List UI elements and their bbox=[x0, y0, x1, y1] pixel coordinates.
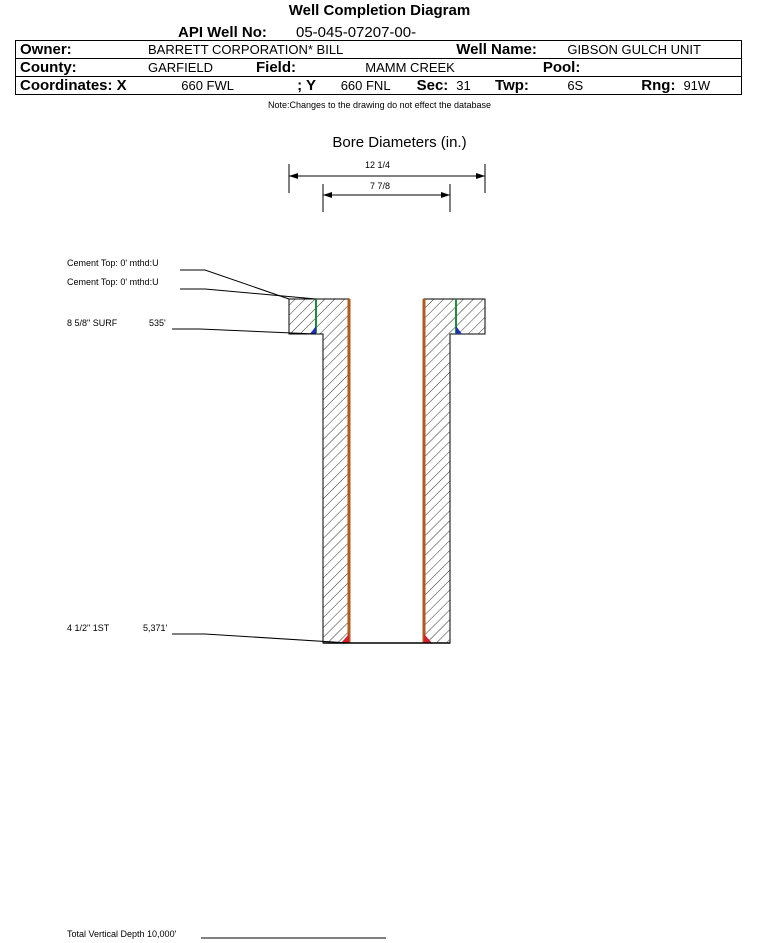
surface-casing-label: 8 5/8" SURF bbox=[67, 318, 118, 328]
rng-label: Rng: bbox=[641, 77, 676, 94]
cement-top-2-label: Cement Top: 0' mthd:U bbox=[67, 277, 159, 287]
field-value: MAMM CREEK bbox=[365, 60, 455, 75]
api-well-label: API Well No: bbox=[178, 24, 267, 41]
surface-annulus-right bbox=[456, 299, 485, 334]
coord-x-value: 660 FWL bbox=[181, 78, 234, 93]
well-name-label: Well Name: bbox=[456, 41, 537, 58]
pool-label: Pool: bbox=[542, 59, 581, 76]
total-vertical-depth: Total Vertical Depth 10,000' bbox=[67, 929, 177, 939]
coord-y-label: ; Y bbox=[297, 77, 316, 94]
surface-annulus-left bbox=[289, 299, 316, 334]
production-casing-label: 4 1/2" 1ST bbox=[67, 623, 110, 633]
county-value: GARFIELD bbox=[148, 60, 214, 75]
sec-label: Sec: bbox=[416, 77, 449, 94]
sec-value: 31 bbox=[456, 78, 471, 93]
production-annulus-right bbox=[424, 299, 456, 643]
bore-inner-label: 7 7/8 bbox=[370, 181, 391, 191]
production-casing-leader bbox=[172, 634, 349, 643]
coord-x-label: Coordinates: X bbox=[20, 77, 127, 94]
rng-value: 91W bbox=[683, 78, 711, 93]
api-well-number: 05-045-07207-00- bbox=[296, 24, 417, 41]
production-annulus-left bbox=[316, 299, 349, 643]
cement-top-2-leader bbox=[180, 289, 316, 299]
diagram-title: Well Completion Diagram bbox=[288, 2, 471, 19]
owner-value: BARRETT CORPORATION* BILL bbox=[148, 42, 344, 57]
field-label: Field: bbox=[256, 59, 296, 76]
county-label: County: bbox=[20, 59, 77, 76]
coord-y-value: 660 FNL bbox=[340, 78, 391, 93]
database-note: Note:Changes to the drawing do not effect the database bbox=[268, 100, 491, 110]
bore-outer-label: 12 1/4 bbox=[365, 160, 391, 170]
owner-label: Owner: bbox=[20, 41, 72, 58]
twp-label: Twp: bbox=[495, 77, 529, 94]
well-name-value: GIBSON GULCH UNIT bbox=[567, 42, 701, 57]
bore-diameters-title: Bore Diameters (in.) bbox=[332, 134, 467, 151]
production-casing-depth: 5,371' bbox=[143, 623, 168, 633]
surface-casing-depth: 535' bbox=[149, 318, 166, 328]
cement-top-1-label: Cement Top: 0' mthd:U bbox=[67, 258, 159, 268]
twp-value: 6S bbox=[567, 78, 584, 93]
